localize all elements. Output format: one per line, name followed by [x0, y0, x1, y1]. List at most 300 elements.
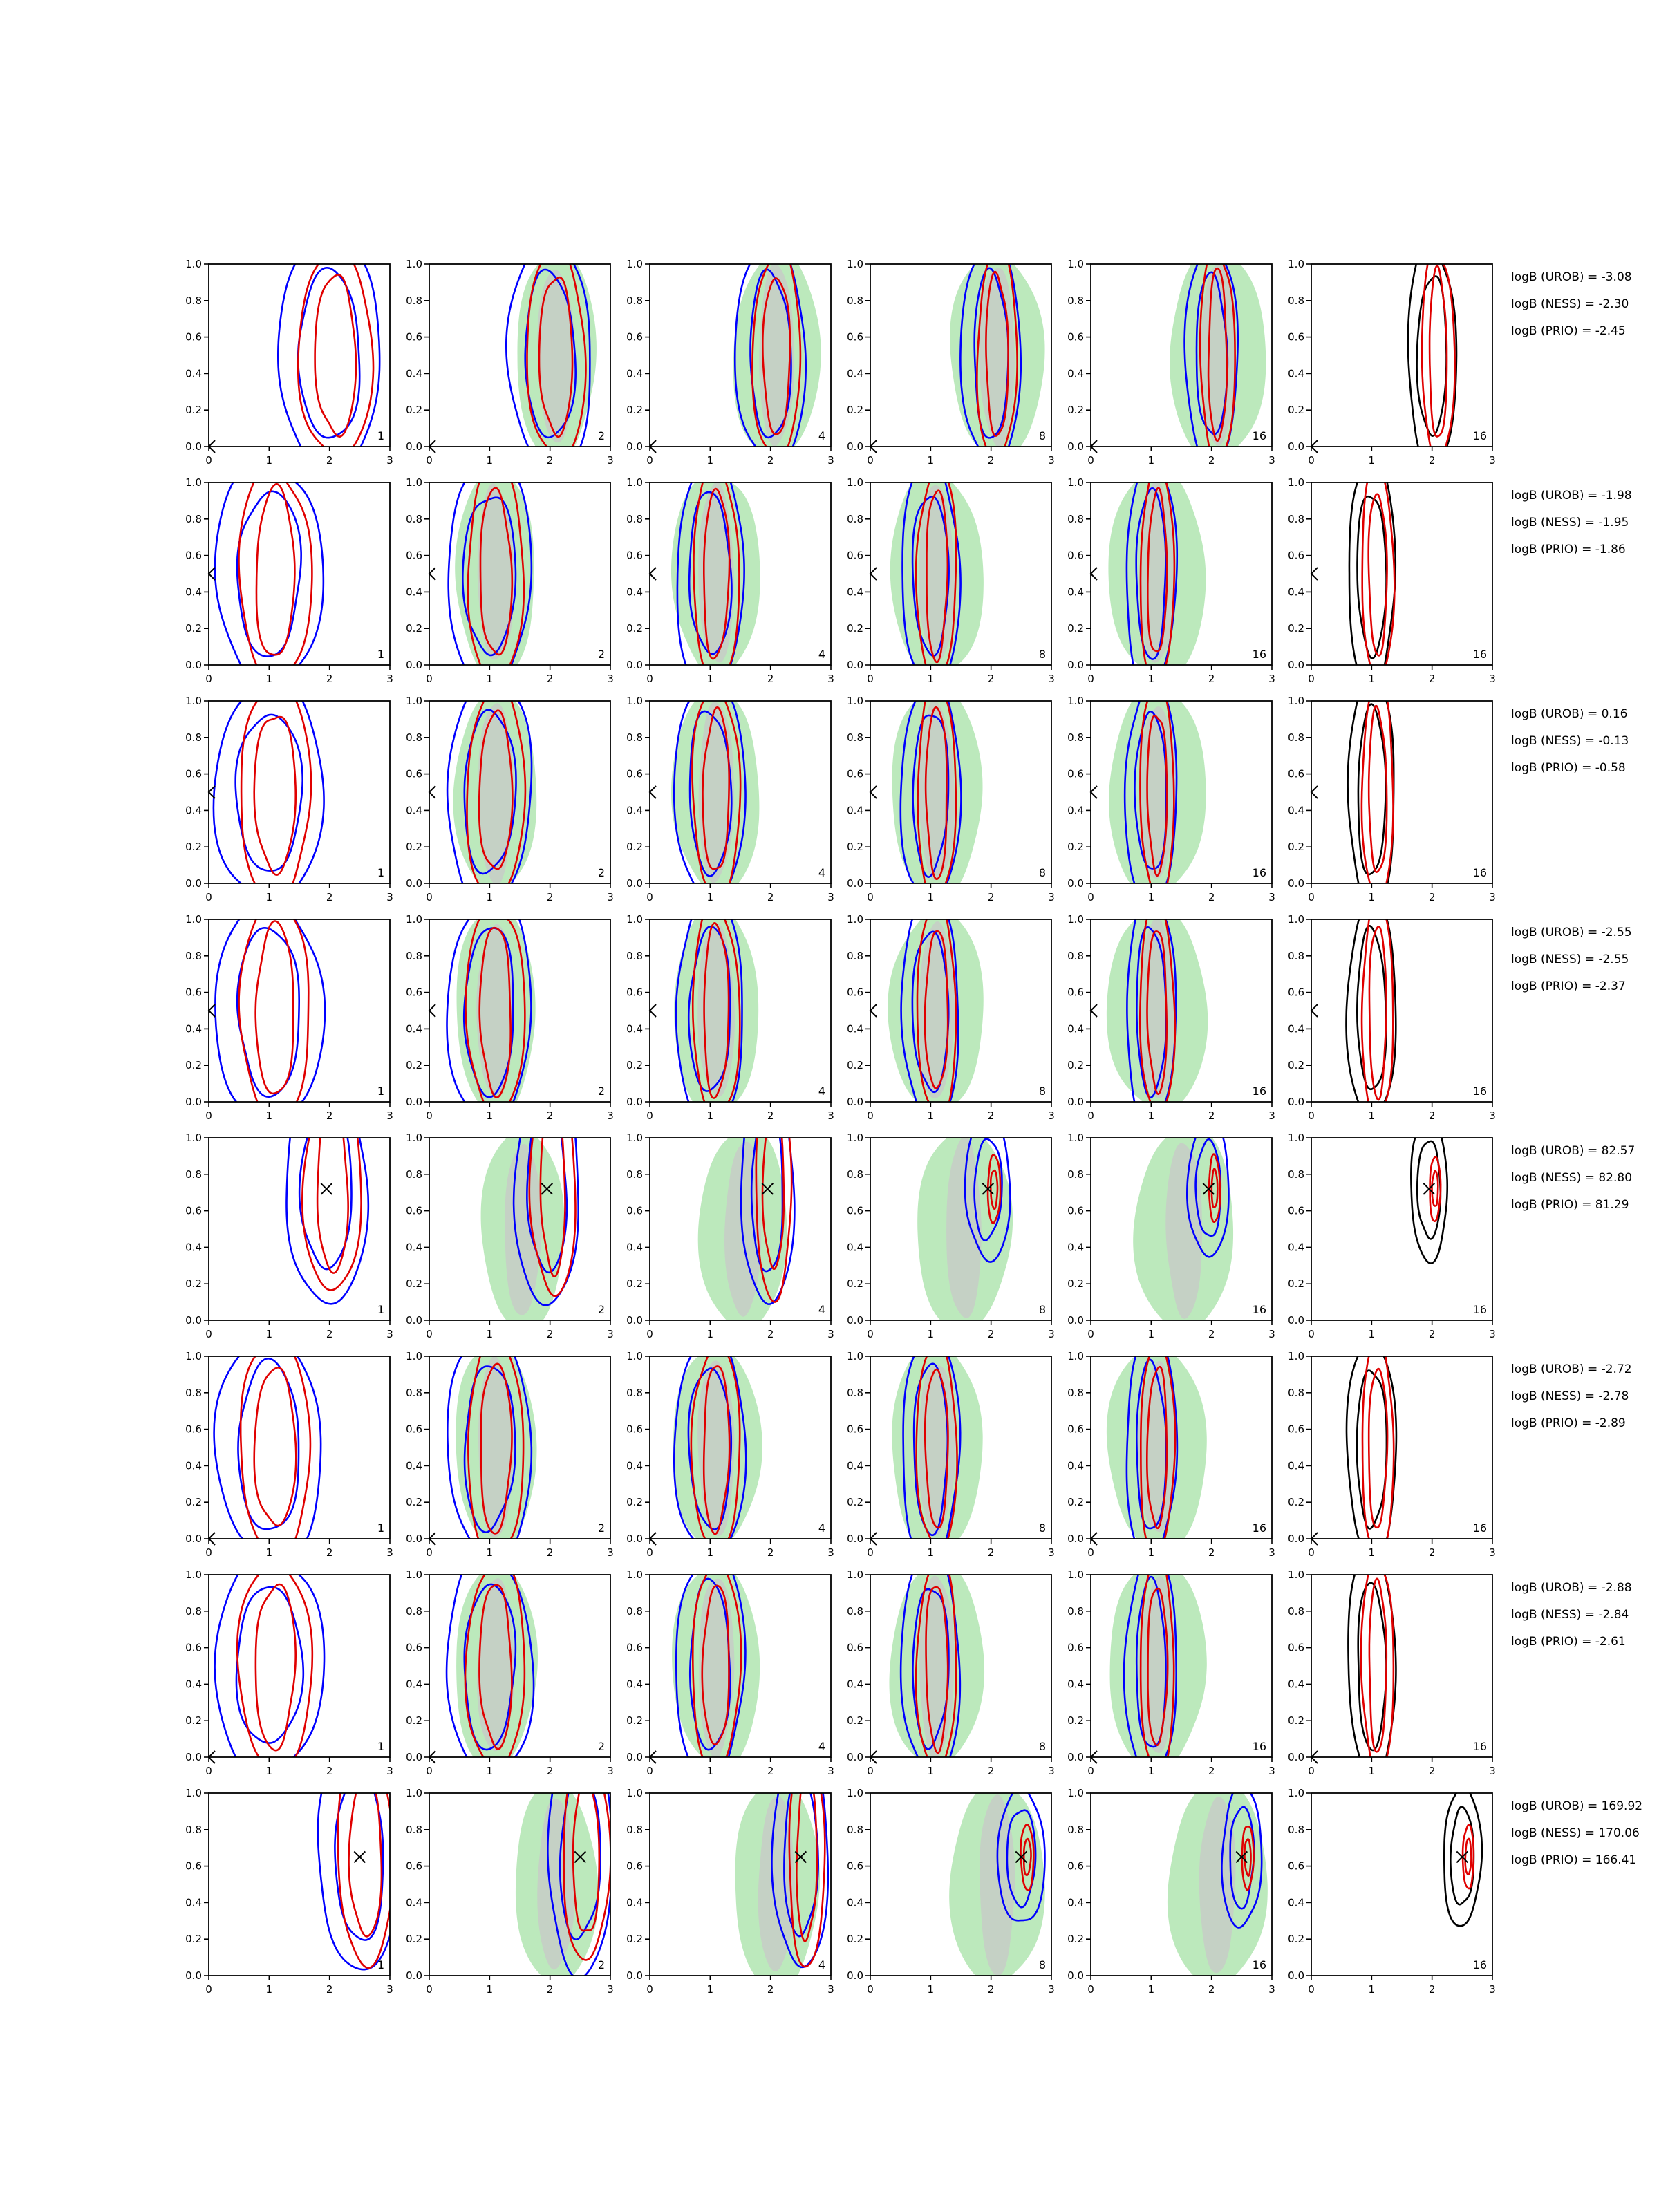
x-tick-label: 2 — [546, 1765, 554, 1777]
y-tick-label: 0.4 — [1288, 1022, 1304, 1035]
x-tick-label: 3 — [386, 1328, 393, 1340]
y-tick-label: 0.0 — [185, 1969, 202, 1982]
y-tick-label: 0.8 — [185, 949, 202, 962]
y-tick-label: 0.4 — [1288, 1678, 1304, 1691]
y-tick-label: 0.2 — [847, 1933, 863, 1946]
x-tick-label: 1 — [486, 454, 494, 467]
axes-frame — [1311, 1356, 1492, 1539]
panel-plot — [215, 897, 325, 1121]
logb-label: logB (PRIO) = -2.61 — [1511, 1635, 1626, 1649]
truth-marker — [870, 568, 877, 580]
y-tick-label: 0.4 — [185, 804, 202, 817]
panel-label: 4 — [818, 1085, 825, 1098]
y-tick-label: 0.4 — [185, 367, 202, 380]
x-tick-label: 1 — [486, 891, 494, 903]
y-tick-label: 0.8 — [406, 1823, 422, 1836]
panel — [406, 1333, 614, 1566]
x-tick-label: 2 — [546, 891, 554, 903]
y-tick-label: 0.0 — [1067, 877, 1084, 890]
y-tick-label: 0.6 — [406, 767, 422, 780]
panel — [1067, 892, 1275, 1130]
x-tick-label: 3 — [1268, 891, 1275, 903]
y-tick-label: 0.2 — [1067, 841, 1084, 854]
x-tick-label: 0 — [1087, 1109, 1094, 1122]
x-tick-label: 0 — [1308, 673, 1315, 685]
panel-label: 2 — [597, 429, 605, 442]
y-tick-label: 0.0 — [626, 1314, 643, 1327]
y-tick-label: 0.0 — [406, 1969, 422, 1982]
x-tick-label: 0 — [1087, 1328, 1094, 1340]
y-tick-label: 0.8 — [1288, 731, 1304, 744]
y-tick-label: 0.2 — [1288, 841, 1304, 854]
x-tick-label: 2 — [1428, 1983, 1436, 1996]
y-tick-label: 0.0 — [406, 440, 422, 453]
y-tick-label: 0.2 — [185, 1714, 202, 1727]
panel-plot — [1170, 247, 1266, 465]
panel-plot — [890, 456, 984, 685]
y-tick-label: 0.0 — [1288, 1096, 1304, 1108]
y-tick-label: 0.8 — [847, 731, 863, 744]
panel — [847, 456, 1055, 685]
y-tick-label: 0.4 — [847, 1896, 863, 1909]
panel-label: 16 — [1472, 1740, 1487, 1753]
y-tick-label: 0.4 — [406, 1241, 422, 1254]
y-tick-label: 0.4 — [626, 585, 643, 599]
y-tick-label: 0.0 — [1067, 440, 1084, 453]
y-tick-label: 0.4 — [406, 1459, 422, 1472]
y-tick-label: 0.2 — [406, 1933, 422, 1946]
y-tick-label: 0.8 — [406, 731, 422, 744]
y-tick-label: 0.6 — [1288, 767, 1304, 780]
y-tick-label: 1.0 — [847, 913, 863, 926]
panel-plot — [481, 1071, 579, 1330]
y-tick-label: 0.4 — [185, 1678, 202, 1691]
figure-row — [185, 889, 1631, 1129]
panel-plot — [214, 681, 324, 905]
y-tick-label: 0.0 — [626, 1096, 643, 1108]
x-tick-label: 2 — [546, 454, 554, 467]
truth-marker — [650, 568, 656, 580]
panel — [1288, 898, 1496, 1122]
x-tick-label: 2 — [987, 1546, 995, 1559]
y-tick-label: 1.0 — [1288, 695, 1304, 707]
y-tick-label: 1.0 — [1067, 476, 1084, 489]
x-tick-label: 3 — [1489, 1983, 1496, 1996]
y-tick-label: 0.4 — [406, 585, 422, 599]
panel-label: 4 — [818, 1958, 825, 1971]
panel-label: 1 — [377, 1740, 384, 1753]
y-tick-label: 0.6 — [406, 1859, 422, 1873]
x-tick-label: 2 — [546, 1983, 554, 1996]
y-tick-label: 1.0 — [847, 1787, 863, 1799]
panel — [626, 1072, 834, 1340]
x-tick-label: 3 — [1268, 1546, 1275, 1559]
x-tick-label: 0 — [867, 1109, 874, 1122]
y-tick-label: 0.8 — [1288, 1604, 1304, 1618]
y-tick-label: 0.4 — [1288, 367, 1304, 380]
y-tick-label: 1.0 — [626, 476, 643, 489]
logb-label: logB (UROB) = 82.57 — [1511, 1144, 1635, 1158]
x-tick-label: 0 — [426, 1983, 433, 1996]
truth-marker — [1311, 1004, 1318, 1017]
x-tick-label: 1 — [927, 1109, 935, 1122]
x-tick-label: 0 — [426, 1765, 433, 1777]
y-tick-label: 0.4 — [847, 1241, 863, 1254]
y-tick-label: 0.4 — [406, 1022, 422, 1035]
panel — [847, 247, 1055, 468]
x-tick-label: 1 — [265, 1328, 273, 1340]
panel-plot — [1411, 1119, 1447, 1264]
y-tick-label: 0.6 — [1067, 549, 1084, 562]
y-tick-label: 0.2 — [626, 622, 643, 635]
panel-plot — [214, 1333, 321, 1561]
y-tick-label: 0.6 — [1067, 330, 1084, 344]
panel-label: 2 — [597, 866, 605, 879]
panel-label: 2 — [597, 648, 605, 661]
x-tick-label: 1 — [706, 1983, 714, 1996]
truth-marker — [650, 1004, 656, 1017]
y-tick-label: 0.0 — [406, 1533, 422, 1545]
panel — [626, 889, 834, 1124]
y-tick-label: 0.6 — [406, 330, 422, 344]
panel — [406, 462, 614, 695]
panel — [1288, 1334, 1496, 1559]
x-tick-label: 1 — [1368, 1765, 1376, 1777]
y-tick-label: 0.4 — [1067, 367, 1084, 380]
y-tick-label: 0.2 — [406, 1059, 422, 1072]
x-tick-label: 2 — [1208, 1765, 1215, 1777]
x-tick-label: 1 — [486, 1546, 494, 1559]
panel-label: 16 — [1472, 1521, 1487, 1535]
truth-marker — [870, 786, 877, 798]
panel-plot — [674, 889, 758, 1124]
panel-plot — [889, 1554, 984, 1779]
y-tick-label: 0.8 — [406, 1604, 422, 1618]
y-tick-label: 0.2 — [1067, 404, 1084, 417]
x-tick-label: 3 — [386, 1983, 393, 1996]
y-tick-label: 0.6 — [406, 986, 422, 999]
red-contour — [239, 902, 309, 1121]
y-tick-label: 0.6 — [847, 549, 863, 562]
y-tick-label: 0.6 — [1067, 1204, 1084, 1217]
panel-plot — [1168, 1782, 1268, 1987]
axes-frame — [1311, 482, 1492, 665]
y-tick-label: 0.8 — [185, 1823, 202, 1836]
panel — [185, 464, 393, 688]
truth-marker — [870, 1004, 877, 1017]
y-tick-label: 1.0 — [847, 1132, 863, 1144]
x-tick-label: 0 — [426, 891, 433, 903]
y-tick-label: 0.2 — [626, 404, 643, 417]
y-tick-label: 0.8 — [185, 1168, 202, 1181]
red-contour — [1369, 1579, 1387, 1752]
y-tick-label: 0.0 — [406, 1096, 422, 1108]
y-tick-label: 0.8 — [1288, 1823, 1304, 1836]
y-tick-label: 0.2 — [847, 1277, 863, 1291]
panel-label: 8 — [1038, 1740, 1046, 1753]
figure-row — [185, 1743, 1642, 1996]
x-tick-label: 0 — [646, 1546, 653, 1559]
figure-row — [185, 1071, 1635, 1340]
x-tick-label: 2 — [326, 454, 333, 467]
x-tick-label: 3 — [1489, 1546, 1496, 1559]
axes-frame — [1311, 1575, 1492, 1757]
y-tick-label: 0.4 — [626, 1896, 643, 1909]
x-tick-label: 0 — [1308, 891, 1315, 903]
x-tick-label: 2 — [987, 891, 995, 903]
panel-label: 16 — [1472, 429, 1487, 442]
y-tick-label: 1.0 — [626, 1350, 643, 1362]
figure-row — [185, 1552, 1631, 1784]
x-tick-label: 3 — [827, 454, 834, 467]
y-tick-label: 0.4 — [1067, 1022, 1084, 1035]
x-tick-label: 1 — [1147, 1765, 1155, 1777]
logb-label: logB (PRIO) = -0.58 — [1511, 761, 1626, 775]
red-contour — [1369, 494, 1387, 656]
red-contour — [254, 1367, 297, 1526]
x-tick-label: 1 — [1147, 1109, 1155, 1122]
panel-plot — [1108, 458, 1206, 690]
y-tick-label: 1.0 — [1067, 695, 1084, 707]
y-tick-label: 0.2 — [406, 622, 422, 635]
panel-plot — [506, 239, 597, 469]
y-tick-label: 1.0 — [1067, 913, 1084, 926]
y-tick-label: 0.4 — [406, 1896, 422, 1909]
y-tick-label: 1.0 — [626, 913, 643, 926]
y-tick-label: 0.2 — [1288, 1933, 1304, 1946]
y-tick-label: 1.0 — [1288, 1787, 1304, 1799]
logb-label: logB (UROB) = 0.16 — [1511, 707, 1628, 721]
logb-label: logB (NESS) = -2.55 — [1511, 953, 1629, 966]
y-tick-label: 0.2 — [406, 1277, 422, 1291]
axes-frame — [1311, 264, 1492, 447]
logb-label: logB (NESS) = -2.78 — [1511, 1389, 1629, 1403]
x-tick-label: 2 — [326, 1546, 333, 1559]
panel-plot — [1107, 1335, 1207, 1566]
y-tick-label: 0.2 — [626, 1277, 643, 1291]
y-tick-label: 0.6 — [626, 1423, 643, 1436]
panel-plot — [278, 243, 379, 478]
y-tick-label: 0.0 — [847, 440, 863, 453]
x-tick-label: 2 — [987, 673, 995, 685]
blue-contour — [214, 1333, 321, 1560]
y-tick-label: 1.0 — [1067, 1350, 1084, 1362]
x-tick-label: 0 — [646, 1109, 653, 1122]
y-tick-label: 0.0 — [847, 659, 863, 671]
red-contour — [1432, 1171, 1438, 1206]
y-tick-label: 0.6 — [847, 767, 863, 780]
x-tick-label: 2 — [326, 673, 333, 685]
truth-marker — [1091, 786, 1097, 798]
logb-label: logB (UROB) = -2.72 — [1511, 1362, 1632, 1376]
red-contour — [298, 252, 373, 456]
panel-label: 16 — [1472, 1085, 1487, 1098]
y-tick-label: 0.4 — [185, 585, 202, 599]
x-tick-label: 3 — [607, 673, 614, 685]
y-tick-label: 0.8 — [185, 294, 202, 307]
y-tick-label: 0.4 — [1067, 1896, 1084, 1909]
x-tick-label: 0 — [867, 1765, 874, 1777]
panel-label: 1 — [377, 1085, 384, 1098]
y-tick-label: 0.8 — [626, 731, 643, 744]
axes-frame — [1311, 919, 1492, 1102]
x-tick-label: 0 — [867, 673, 874, 685]
x-tick-label: 0 — [646, 1328, 653, 1340]
y-tick-label: 0.2 — [626, 841, 643, 854]
x-tick-label: 2 — [1428, 454, 1436, 467]
x-tick-label: 1 — [1147, 891, 1155, 903]
x-tick-label: 0 — [1087, 1765, 1094, 1777]
x-tick-label: 2 — [767, 673, 774, 685]
x-tick-label: 1 — [486, 1983, 494, 1996]
y-tick-label: 0.2 — [185, 1933, 202, 1946]
panel-label: 8 — [1038, 1085, 1046, 1098]
red-contour — [254, 717, 296, 875]
panel — [185, 1071, 393, 1340]
panel-label: 4 — [818, 866, 825, 879]
y-tick-label: 0.4 — [1288, 1896, 1304, 1909]
x-tick-label: 0 — [1308, 1983, 1315, 1996]
y-tick-label: 1.0 — [847, 695, 863, 707]
x-tick-label: 3 — [607, 454, 614, 467]
truth-marker — [354, 1851, 365, 1862]
x-tick-label: 1 — [1147, 1983, 1155, 1996]
y-tick-label: 0.6 — [185, 549, 202, 562]
y-tick-label: 0.4 — [847, 585, 863, 599]
y-tick-label: 0.2 — [1067, 622, 1084, 635]
x-tick-label: 2 — [987, 1765, 995, 1777]
panel-label: 8 — [1038, 866, 1046, 879]
red-contour — [237, 1564, 312, 1770]
y-tick-label: 0.8 — [406, 1386, 422, 1399]
logb-label: logB (PRIO) = 81.29 — [1511, 1198, 1629, 1212]
x-tick-label: 3 — [1268, 454, 1275, 467]
x-tick-label: 1 — [1368, 1983, 1376, 1996]
y-tick-label: 0.6 — [185, 1859, 202, 1873]
panel-label: 4 — [818, 1740, 825, 1753]
y-tick-label: 0.6 — [1067, 1641, 1084, 1654]
x-tick-label: 3 — [607, 1109, 614, 1122]
y-tick-label: 1.0 — [185, 913, 202, 926]
y-tick-label: 0.6 — [1067, 1859, 1084, 1873]
y-tick-label: 0.6 — [626, 986, 643, 999]
x-tick-label: 2 — [326, 1328, 333, 1340]
y-tick-label: 0.6 — [406, 1204, 422, 1217]
y-tick-label: 0.4 — [1067, 1241, 1084, 1254]
panel-label: 16 — [1472, 1303, 1487, 1316]
y-tick-label: 0.4 — [1067, 1678, 1084, 1691]
x-tick-label: 2 — [546, 1546, 554, 1559]
y-tick-label: 0.2 — [626, 1496, 643, 1509]
y-tick-label: 1.0 — [406, 1132, 422, 1144]
y-tick-label: 0.6 — [1067, 1423, 1084, 1436]
y-tick-label: 0.4 — [406, 1678, 422, 1691]
panel-plot — [215, 1557, 324, 1779]
x-tick-label: 3 — [386, 1546, 393, 1559]
x-tick-label: 1 — [706, 1328, 714, 1340]
y-tick-label: 0.0 — [1288, 1533, 1304, 1545]
y-tick-label: 0.4 — [406, 804, 422, 817]
y-tick-label: 0.4 — [406, 367, 422, 380]
x-tick-label: 0 — [426, 454, 433, 467]
x-tick-label: 3 — [1268, 1765, 1275, 1777]
x-tick-label: 3 — [1048, 1109, 1055, 1122]
panel — [185, 897, 393, 1122]
x-tick-label: 1 — [706, 1765, 714, 1777]
panel-label: 1 — [377, 1521, 384, 1535]
y-tick-label: 0.0 — [626, 1751, 643, 1763]
y-tick-label: 0.8 — [847, 1823, 863, 1836]
y-tick-label: 0.6 — [1288, 1423, 1304, 1436]
y-tick-label: 1.0 — [406, 913, 422, 926]
y-tick-label: 0.2 — [1067, 1933, 1084, 1946]
x-tick-label: 2 — [1208, 1109, 1215, 1122]
y-tick-label: 0.4 — [847, 1022, 863, 1035]
logb-label: logB (UROB) = -2.88 — [1511, 1581, 1632, 1595]
panel-label: 16 — [1252, 1085, 1266, 1098]
y-tick-label: 0.2 — [847, 1059, 863, 1072]
logb-label: logB (NESS) = -2.84 — [1511, 1608, 1629, 1622]
panel — [626, 1337, 834, 1559]
y-tick-label: 0.6 — [185, 1204, 202, 1217]
panel-plot — [447, 895, 536, 1127]
x-tick-label: 3 — [827, 1328, 834, 1340]
panel — [626, 1554, 834, 1782]
y-tick-label: 0.8 — [406, 294, 422, 307]
x-tick-label: 0 — [1087, 1546, 1094, 1559]
x-tick-label: 0 — [867, 454, 874, 467]
truth-marker — [1311, 786, 1318, 798]
x-tick-label: 3 — [386, 1109, 393, 1122]
x-tick-label: 0 — [867, 1983, 874, 1996]
y-tick-label: 1.0 — [406, 258, 422, 270]
y-tick-label: 1.0 — [185, 258, 202, 270]
x-tick-label: 3 — [1048, 1765, 1055, 1777]
x-tick-label: 2 — [326, 1765, 333, 1777]
y-tick-label: 1.0 — [1067, 258, 1084, 270]
red-contour — [315, 275, 356, 437]
x-tick-label: 2 — [1428, 891, 1436, 903]
truth-marker — [1311, 568, 1318, 580]
panel — [1288, 1787, 1496, 1996]
y-tick-label: 0.8 — [185, 512, 202, 525]
y-tick-label: 0.6 — [185, 1641, 202, 1654]
panel-label: 16 — [1472, 1958, 1487, 1971]
x-tick-label: 2 — [767, 1765, 774, 1777]
panel-label: 16 — [1252, 648, 1266, 661]
x-tick-label: 3 — [1048, 891, 1055, 903]
y-tick-label: 0.0 — [406, 1314, 422, 1327]
y-tick-label: 0.6 — [847, 1859, 863, 1873]
panel — [1288, 676, 1496, 910]
y-tick-label: 0.4 — [185, 1241, 202, 1254]
y-tick-label: 0.0 — [626, 659, 643, 671]
x-tick-label: 0 — [1087, 1983, 1094, 1996]
x-tick-label: 3 — [386, 454, 393, 467]
x-tick-label: 0 — [867, 1328, 874, 1340]
x-tick-label: 2 — [326, 1109, 333, 1122]
x-tick-label: 2 — [326, 891, 333, 903]
panel-label: 2 — [597, 1521, 605, 1535]
panel — [847, 679, 1055, 903]
y-tick-label: 0.8 — [185, 1604, 202, 1618]
y-tick-label: 0.4 — [185, 1896, 202, 1909]
y-tick-label: 1.0 — [1288, 1350, 1304, 1362]
panel-plot — [1348, 676, 1394, 910]
x-tick-label: 2 — [767, 1109, 774, 1122]
y-tick-label: 0.0 — [1067, 1533, 1084, 1545]
logb-label: logB (NESS) = -0.13 — [1511, 734, 1629, 748]
